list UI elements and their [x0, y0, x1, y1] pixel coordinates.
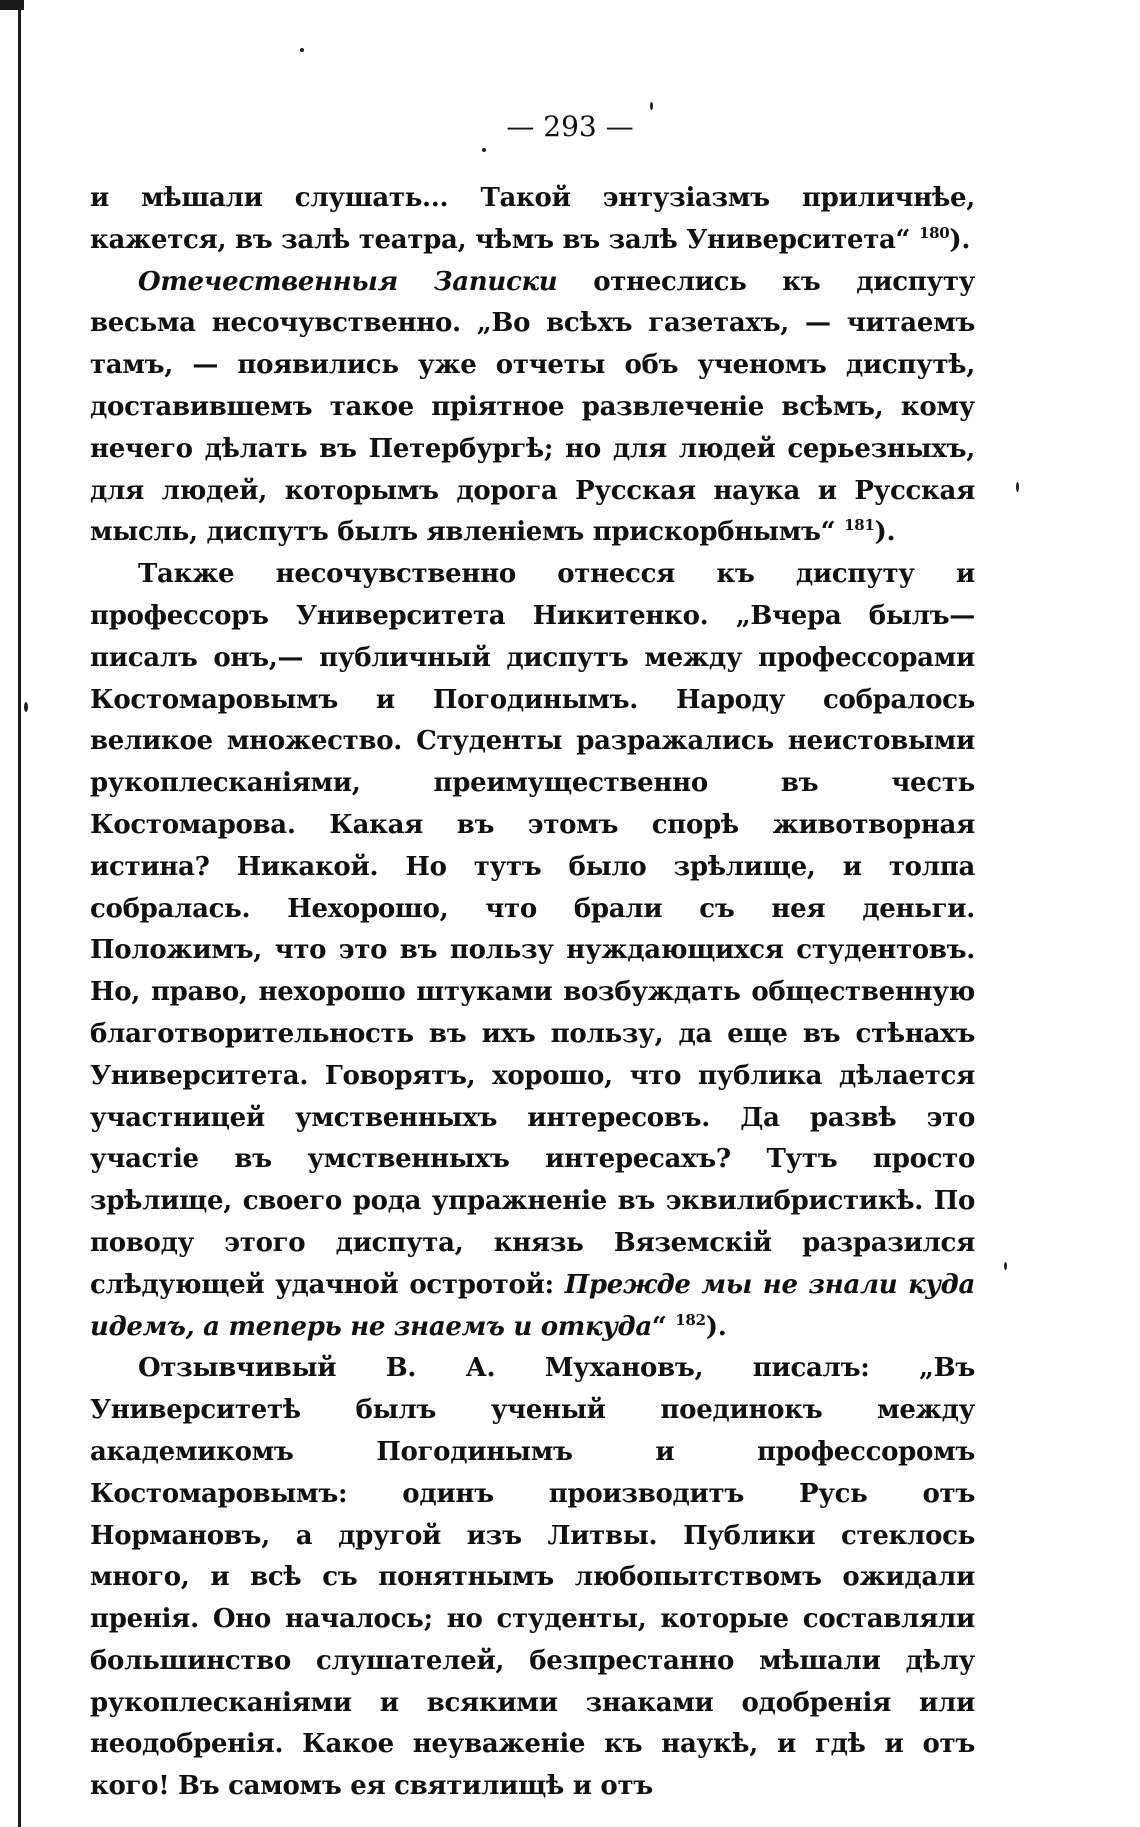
scan-speck: [650, 102, 653, 110]
text-run: ).: [705, 1311, 727, 1342]
text-run: ).: [874, 517, 896, 548]
text-run: отнеслись къ диспуту весьма несочувственно. „Во всѣхъ газетахъ, — читаемъ тамъ, — появились уже отчеты объ ученомъ диспутѣ, доставившемъ такое пріятное развлеченіе всѣмъ, кому нечего дѣлать въ Петербургѣ; но для людей серьезныхъ, для людей, которымъ дорога Русская наука и Русская мысль, диспутъ былъ явленіемъ прискорбнымъ“: [90, 266, 975, 548]
page-number: — 293 —: [506, 110, 634, 143]
footnote-ref: 181: [844, 516, 875, 535]
paragraph-otechestvennye-zapiski: [90, 262, 975, 555]
text-run: Отзывчивый В. А. Мухановъ, писалъ: „Въ Университетѣ былъ ученый поединокъ между академикомъ Погодинымъ и профессоромъ Костомаровымъ: одинъ производитъ Русь отъ Нормановъ, а другой изъ Литвы. Публики стеклось много, и всѣ съ понятнымъ любопытствомъ ожидали пренія. Оно началось; но студенты, которые составляли большинство слушателей, безпрестанно мѣшали дѣлу рукоплесканіями и всякими знаками одобренія или неодобренія. Какое неуваженіе къ наукѣ, и гдѣ и отъ кого! Въ самомъ ея святилищѣ и отъ: [90, 1353, 975, 1802]
italic-run: Прежде мы не знали куда идемъ, а теперь не знаемъ и откуда: [90, 1269, 975, 1342]
paragraph-continuation: [90, 178, 975, 262]
italic-run: Отечественныя Записки: [138, 266, 558, 297]
text-run: ).: [949, 224, 971, 255]
scan-speck: [1016, 482, 1019, 492]
text-run: Также несочувственно отнесся къ диспуту и профессоръ Университета Никитенко. „Вчера былъ—писалъ онъ,— публичный диспутъ между профессорами Костомаровымъ и Погодинымъ. Народу собралось великое множество. Студенты разражались неистовыми рукоплесканіями, преимущественно въ честь Костомарова. Какая въ этомъ спорѣ животворная истина? Никакой. Но тутъ было зрѣлище, и толпа собралась. Нехорошо, что брали съ нея деньги. Положимъ, что это въ пользу нуждающихся студентовъ. Но, право, нехорошо штуками возбуждать общественную благотворительность въ ихъ пользу, да еще въ стѣнахъ Университета. Говорятъ, хорошо, что публика дѣлается участницей умственныхъ интересовъ. Да развѣ это участіе въ умственныхъ интересахъ? Тутъ просто зрѣлище, своего рода упражненіе въ эквилибристикѣ. По поводу этого диспута, князь Вяземскій разразился слѣдующей удачной остротой:: [90, 559, 975, 1300]
scan-speck: [24, 702, 28, 712]
text-run: и мѣшали слушать... Такой энтузіазмъ приличнѣе, кажется, въ залѣ театра, чѣмъ въ залѣ Университета“: [90, 183, 975, 255]
binding-edge: [18, 0, 21, 1827]
body-text: [90, 178, 975, 1808]
paragraph-mukhanov: [90, 1348, 975, 1808]
scan-speck: [482, 148, 486, 152]
scan-speck: [300, 48, 304, 52]
footnote-ref: 180: [918, 223, 950, 242]
paragraph-nikitenko: [90, 554, 975, 1348]
footnote-ref: 182: [675, 1310, 706, 1329]
text-run: “: [651, 1311, 676, 1342]
scan-speck: [1004, 1262, 1007, 1270]
